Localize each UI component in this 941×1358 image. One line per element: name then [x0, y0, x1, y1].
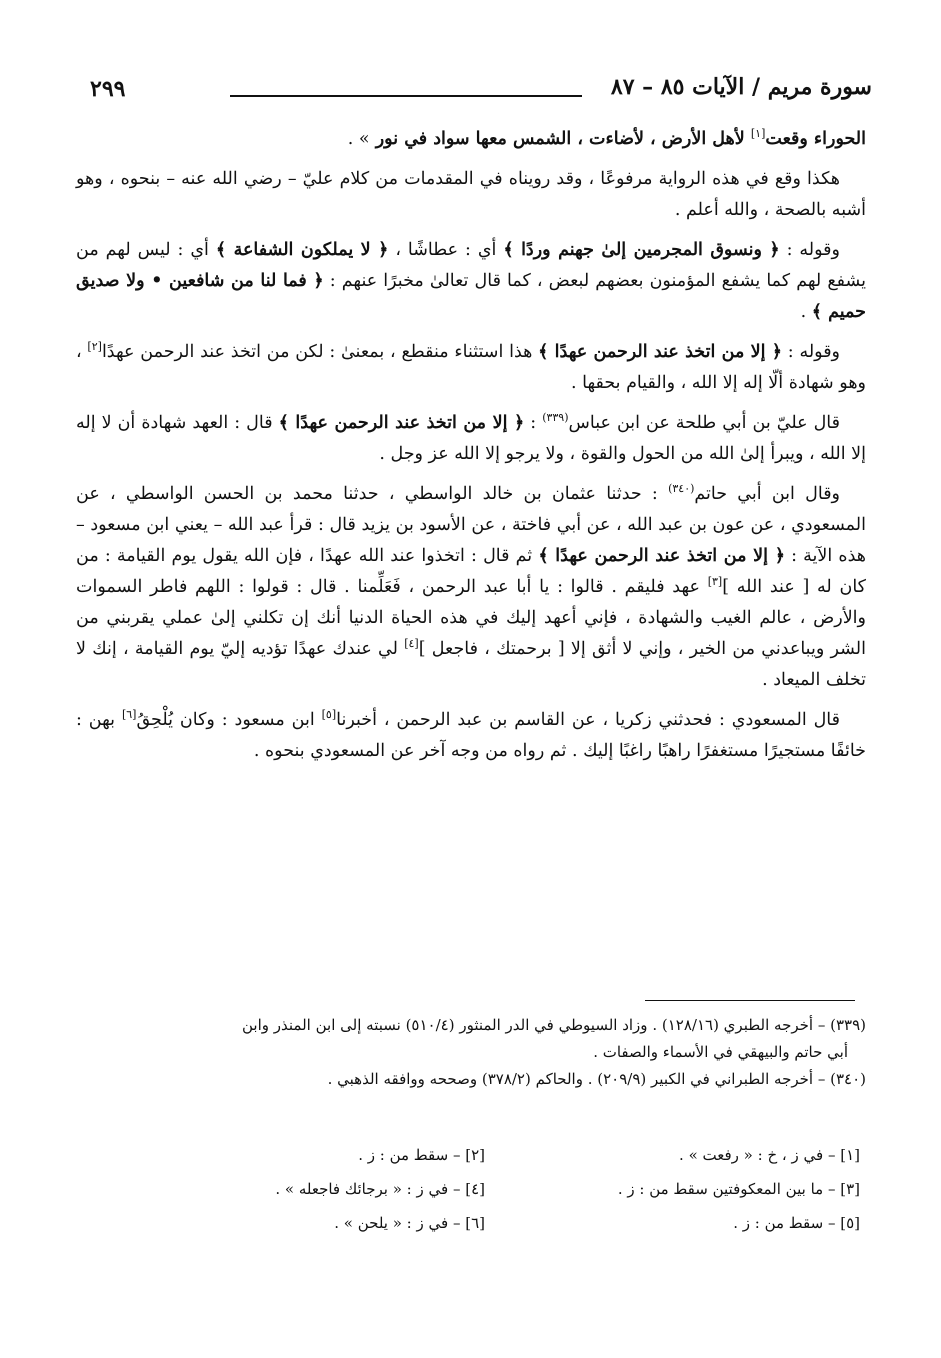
text-run: قال المسعودي : فحدثني زكريا ، عن القاسم بن عبد الرحمن ، أخبرنا — [336, 710, 840, 730]
variant-note: [٢] – سقط من : ز . — [358, 1146, 485, 1164]
text-run: قال : العهد شهادة أن لا إله إلا الله ، ويبرأ إلىٰ الله من الحول والقوة ، ولا يرجو إلا الله عز وجل . — [76, 413, 866, 464]
bold-text: الحوراء وقعت — [765, 129, 866, 149]
paragraph — [76, 479, 866, 696]
text-run: هكذا وقع في هذه الرواية مرفوعًا ، وقد رويناه في المقدمات من كلام عليّ – رضي الله عنه – بنحوه ، وهو أشبه بالصحة ، والله أعلم . — [76, 169, 866, 220]
text-run: ابن مسعود : وكان يُلْحِقُ — [136, 710, 322, 730]
text-run: ، وهو شهادة ألّا إله إلا الله ، والقيام بحقها . — [76, 342, 866, 393]
bold-text: ﴿ إلا من اتخذ عند الرحمن عهدًا ﴾ — [278, 413, 525, 433]
bold-text: لأهل الأرض ، لأضاءت ، الشمس معها سواد في نور — [369, 129, 751, 149]
variant-note-row — [110, 1138, 860, 1172]
main-text — [76, 124, 866, 1004]
variant-note-row — [110, 1206, 860, 1240]
page-header — [80, 72, 872, 112]
paragraph — [76, 408, 866, 470]
footnote-marker: [٥] — [321, 708, 337, 722]
variant-note: [١] – في ز ، خ : « رفعت » . — [679, 1146, 860, 1164]
text-run: ثم قال : اتخذوا عند الله عهدًا ، فإن الله يقول يوم القيامة : من كان له [ عند الله ] — [76, 546, 866, 597]
footnote-marker: [١] — [750, 127, 766, 141]
variant-note: [٦] – في ز : « يلحن » . — [334, 1214, 485, 1232]
footnote-marker: [٦] — [121, 708, 137, 722]
bold-text: ﴿ إلا من اتخذ عند الرحمن عهدًا ﴾ — [538, 546, 785, 566]
text-run: بهن : خائفًا مستجيرًا مستغفرًا راهبًا راغبًا إليك . ثم رواه من وجه آخر عن المسعودي بنحوه . — [76, 710, 866, 761]
source-note-continuation: أبي حاتم والبيهقي في الأسماء والصفات . — [593, 1043, 848, 1061]
footnote-marker: (٣٤٠) — [668, 482, 695, 496]
text-run: هذا استثناء منقطع ، بمعنىٰ : لكن من اتخذ عند الرحمن عهدًا — [101, 342, 539, 362]
text-run: قال عليّ بن أبي طلحة عن ابن عباس — [568, 413, 840, 433]
footnote-marker: [٢] — [87, 340, 102, 354]
footnote-separator — [645, 1000, 855, 1001]
paragraph — [76, 124, 866, 155]
running-title: سورة مريم / الآيات ٨٥ – ٨٧ — [610, 74, 872, 100]
text-run: لي عندك عهدًا تؤديه إليّ يوم القيامة ، إنك لا تخلف الميعاد . — [76, 639, 866, 690]
source-note: (٣٤٠) – أخرجه الطبراني في الكبير (٢٠٩/٩) . والحاكم (٣٧٨/٢) وصححه ووافقه الذهبي . — [327, 1070, 866, 1088]
variant-note: [٥] – سقط من : ز . — [733, 1214, 860, 1232]
text-run: أي : ليس لهم من يشفع لهم كما يشفع المؤمنون بعضهم لبعض ، كما قال تعالىٰ مخبرًا عنهم : — [76, 240, 866, 291]
text-run: » . — [347, 129, 370, 149]
variant-footnotes — [110, 1138, 860, 1240]
source-note: (٣٣٩) – أخرجه الطبري (١٢٨/١٦) . وزاد السيوطي في الدر المنثور (٥١٠/٤) نسبته إلى ابن المنذر وابن — [242, 1016, 866, 1034]
text-run: وقال ابن أبي حاتم — [694, 484, 841, 504]
paragraph — [76, 705, 866, 767]
bold-text: ﴿ ونسوق المجرمين إلىٰ جهنم وردًا ﴾ — [503, 240, 780, 260]
text-run: : حدثنا عثمان بن خالد الواسطي ، حدثنا محمد بن الحسن الواسطي ، عن المسعودي ، عن عون بن عبد الله ، عن أبي فاختة ، عن الأسود بن يزيد قال : قرأ عبد الله – يعني ابن مسعود – هذه الآية : — [76, 484, 867, 566]
text-run: : — [524, 413, 543, 433]
text-run: وقوله : — [782, 342, 841, 362]
footnote-marker: [٣] — [707, 575, 723, 589]
variant-note: [٣] – ما بين المعكوفتين سقط من : ز . — [617, 1180, 860, 1198]
variant-note: [٤] – في ز : « برجائك فاجعله » . — [275, 1180, 485, 1198]
header-rule — [230, 95, 582, 97]
bold-text: ﴿ فما لنا من شافعين • ولا صديق حميم ﴾ — [76, 271, 866, 322]
text-run: . — [800, 302, 812, 322]
footnote-marker: (٣٣٩) — [542, 411, 569, 425]
footnote-marker: [٤] — [404, 637, 419, 651]
paragraph — [76, 235, 866, 328]
bold-text: ﴿ لا يملكون الشفاعة ﴾ — [215, 240, 389, 260]
variant-note-row — [110, 1172, 860, 1206]
page-number: ٢٩٩ — [90, 76, 126, 102]
bold-text: ﴿ إلا من اتخذ عند الرحمن عهدًا ﴾ — [538, 342, 783, 362]
source-footnotes — [76, 1012, 866, 1093]
paragraph — [76, 164, 866, 226]
text-run: عهد فليقم . قالوا : يا أبا عبد الرحمن ، فَعَلِّمنا . قال : قولوا : اللهم فاطر السموات والأرض ، عالم الغيب والشهادة ، فإني أعهد إليك في هذه الحياة الدنيا أنك إن تكلني إلىٰ عملي يقربني من الشر ويباعدني من الخير ، وإني لا أثق إلا [ برحمتك ، فاجعل ] — [76, 577, 866, 659]
paragraph — [76, 337, 866, 399]
text-run: أي : عطاشًا ، — [388, 240, 504, 260]
text-run: وقوله : — [779, 240, 840, 260]
